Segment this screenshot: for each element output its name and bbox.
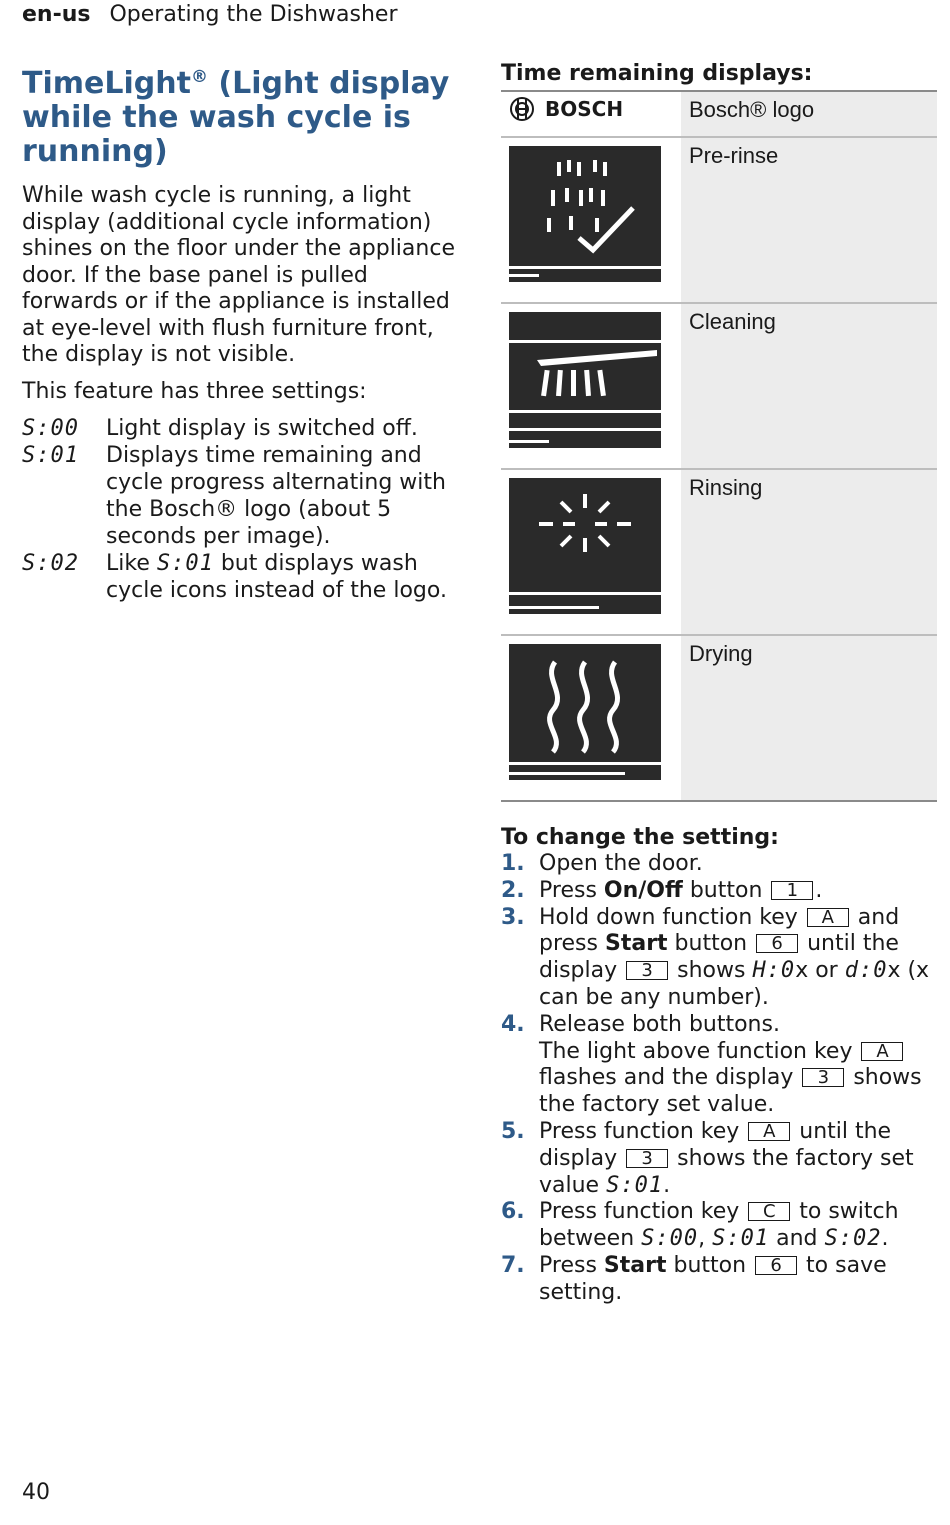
registered-mark: ® [190, 67, 208, 87]
step-item [501, 1253, 937, 1307]
setting-code: S:00 [22, 416, 79, 441]
step-number: 1. [501, 851, 525, 876]
step-number: 2. [501, 877, 525, 903]
display-code: S:00 [641, 1226, 699, 1252]
timelight-section [22, 60, 467, 604]
step-text [539, 1199, 937, 1253]
step-text-part: button [682, 877, 770, 903]
step-text-part: until the display [539, 1118, 892, 1171]
step-text-part: x (x can be any number). [539, 958, 930, 1010]
step-text-part: button [667, 931, 755, 957]
setting-desc: Displays time remaining and cycle progress alternating with the Bosch® logo (about 5 seconds per image). [106, 443, 446, 549]
step-text: Open the door. [539, 851, 703, 876]
display-code: H:0 [752, 958, 796, 984]
step-item [501, 851, 937, 878]
button-name: On/Off [603, 877, 683, 903]
display-table [501, 90, 937, 802]
step-text-part: , [698, 1226, 713, 1252]
time-remaining-title: Time remaining displays: [501, 61, 813, 86]
title-rest: (Light display while the wash cycle is running) [22, 66, 450, 169]
time-remaining-section [501, 60, 937, 1307]
step-item [501, 1119, 937, 1199]
setting-code: S:02 [22, 551, 79, 576]
key-ref: 3 [626, 1149, 668, 1168]
step-text-part: The light above function key [539, 1038, 860, 1064]
setting-desc-part: but displays wash cycle icons instead of the logo. [106, 551, 447, 603]
setting-row [22, 415, 467, 442]
step-text-part: Press [539, 1252, 604, 1278]
pre-rinse-icon [509, 146, 661, 282]
step-item [501, 905, 937, 1012]
setting-desc [106, 550, 467, 604]
page-number: 40 [22, 1480, 50, 1505]
step-text-part: button [666, 1252, 754, 1278]
setting-desc: Light display is switched off. [106, 416, 418, 441]
setting-desc-part: Like [106, 551, 157, 576]
language-code: en-us [22, 2, 91, 27]
setting-row [22, 442, 467, 550]
key-ref: A [807, 908, 849, 927]
step-number: 7. [501, 1252, 525, 1278]
bosch-logo-icon [501, 92, 681, 126]
step-text-part: Press function key [539, 1118, 747, 1144]
display-row [501, 469, 937, 635]
display-label: Bosch® logo [681, 91, 937, 137]
step-text-part: Release both buttons. [539, 1011, 780, 1037]
step-text-part: shows [670, 958, 753, 984]
display-row [501, 137, 937, 303]
display-code: S:02 [824, 1226, 882, 1252]
step-number: 6. [501, 1199, 525, 1225]
page-title [22, 60, 467, 169]
display-code: S:01 [712, 1226, 770, 1252]
step-text-part: x or [795, 958, 845, 984]
key-ref: 1 [771, 881, 813, 900]
bosch-logo-text: BOSCH [545, 97, 624, 121]
drying-icon [509, 644, 661, 780]
step-text-part: Press function key [539, 1199, 747, 1225]
intro-paragraph: While wash cycle is running, a light display (additional cycle information) shines on the floor under the appliance door. If the base panel is pulled forwards or if the appliance is installed at eye-level with flush furniture front, the display is not visible. [22, 183, 455, 367]
key-ref: A [748, 1122, 790, 1141]
step-item [501, 1199, 937, 1253]
step-text-part: . [663, 1172, 671, 1198]
title-brand: TimeLight [22, 66, 191, 101]
step-text-part: Hold down function key [539, 904, 805, 930]
step-item [501, 878, 937, 905]
setting-row [22, 550, 467, 604]
key-ref: 6 [755, 1256, 797, 1275]
step-text [539, 1012, 937, 1119]
button-name: Start [603, 1252, 667, 1278]
setting-code: S:01 [22, 443, 79, 468]
display-row [501, 91, 937, 137]
key-ref: 3 [626, 961, 668, 980]
display-code: S:01 [606, 1172, 664, 1198]
step-text [539, 1253, 937, 1307]
step-number: 5. [501, 1118, 525, 1144]
key-ref: A [861, 1042, 903, 1061]
settings-intro: This feature has three settings: [22, 378, 367, 404]
step-text-part: flashes and the display [539, 1065, 801, 1091]
step-text-part: to save setting. [539, 1252, 887, 1305]
change-setting-section [501, 824, 937, 1307]
display-label: Drying [681, 635, 937, 801]
step-text-part: shows the factory set value. [539, 1065, 922, 1118]
step-text-part: to switch between [539, 1199, 899, 1252]
step-text-part: . [881, 1226, 889, 1252]
step-text [539, 1119, 937, 1199]
key-ref: C [748, 1202, 790, 1221]
setting-inline-code: S:01 [156, 551, 214, 576]
section-title: Operating the Dishwasher [109, 2, 398, 27]
settings-list [22, 415, 467, 604]
step-text-part: shows the factory set value [539, 1145, 914, 1198]
bosch-armature-icon [509, 96, 535, 122]
display-label: Cleaning [681, 303, 937, 469]
display-code: d:0 [844, 958, 888, 984]
step-text-part: until the display [539, 931, 899, 984]
step-text [539, 878, 822, 905]
key-ref: 3 [802, 1068, 844, 1087]
step-number: 3. [501, 904, 525, 930]
steps-list [501, 851, 937, 1307]
step-text-part: and press [539, 904, 900, 957]
key-ref: 6 [756, 934, 798, 953]
display-label: Rinsing [681, 469, 937, 635]
cleaning-icon [509, 312, 661, 448]
display-row [501, 635, 937, 801]
display-row [501, 303, 937, 469]
change-setting-title: To change the setting: [501, 825, 779, 850]
step-text [539, 905, 937, 1012]
display-label: Pre-rinse [681, 137, 937, 303]
step-text-part: and [769, 1226, 825, 1252]
step-item [501, 1012, 937, 1119]
rinsing-icon [509, 478, 661, 614]
step-number: 4. [501, 1011, 525, 1037]
button-name: Start [604, 931, 668, 957]
step-text-part: Press [539, 877, 604, 903]
step-text-part: . [815, 877, 823, 903]
page-header [22, 0, 397, 30]
